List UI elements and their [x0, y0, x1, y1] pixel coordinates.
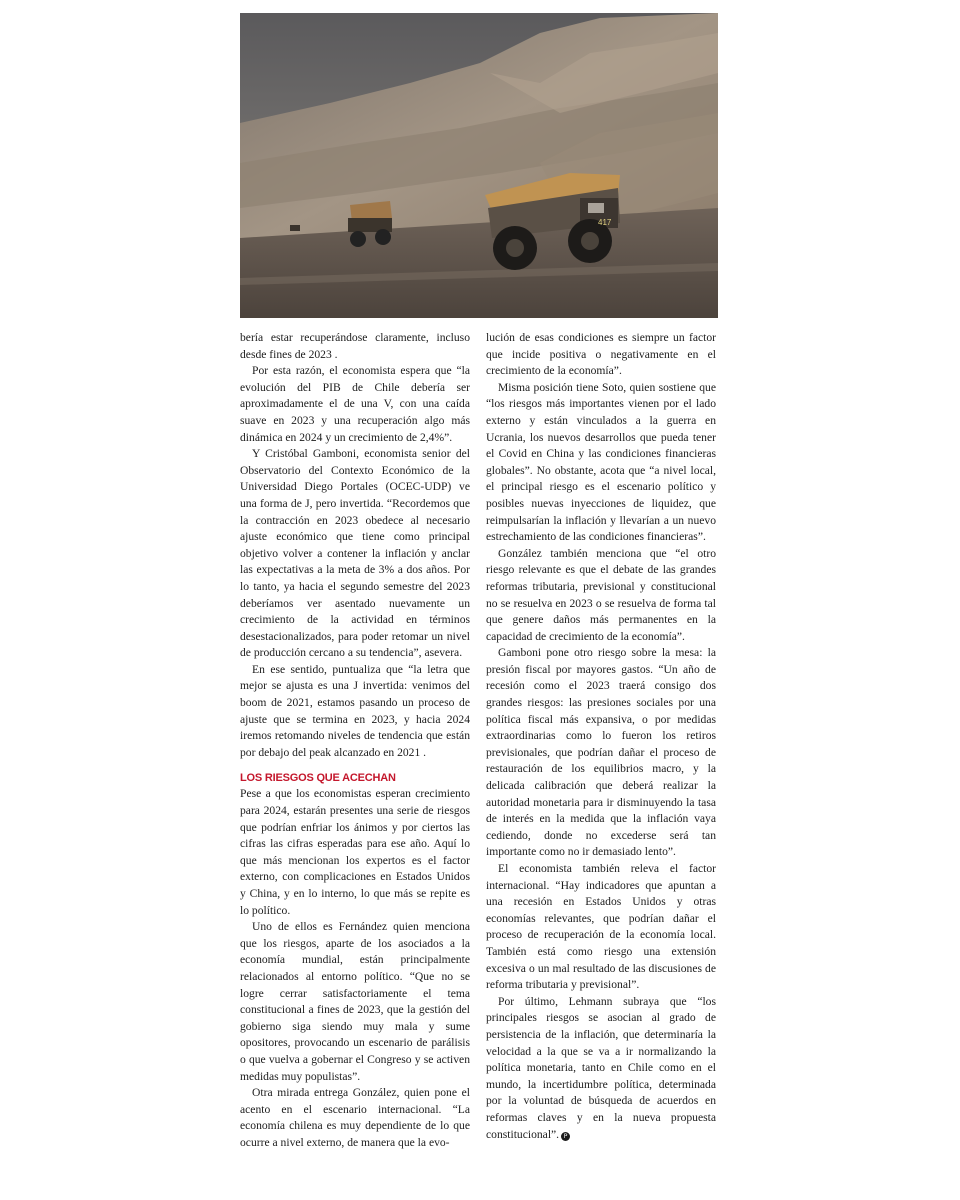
left-column	[240, 330, 470, 1152]
paragraph: bería estar recuperándose claramente, incluso desde fines de 2023 .	[240, 331, 470, 361]
truck-number: 417	[598, 218, 612, 227]
paragraph: Uno de ellos es Fernández quien menciona que los riesgos, aparte de los asociados a la economía mundial, están principalmente relacionados al entorno político. “Que no se logre cerrar satisfactoriamente el tema constitucional a fines de 2023, que la gestión del gobierno siga siendo muy mala y sume opositores, provocando un escenario de parálisis o que vuelva a gobernar el Congreso y se activen medidas muy populistas”.	[240, 920, 470, 1083]
paragraph: González también menciona que “el otro riesgo relevante es que el debate de las grandes reformas tributaria, previsional y constitucional no se resuelva en 2023 o se resuelva de forma tal que genere daños más permanentes en la capacidad de crecimiento de la economía”.	[486, 546, 716, 643]
end-mark-icon: P	[561, 1132, 570, 1141]
paragraph: El economista también releva el factor internacional. “Hay indicadores que apuntan a una recesión en Estados Unidos y otras economías relevantes, que podrían dañar el proceso de recuperación de la economía local. También está como riesgo una extensión excesiva o un mal resultado de las discusiones de reforma tributaria y previsional”.	[486, 862, 716, 992]
section-heading: LOS RIESGOS QUE ACECHAN	[240, 772, 396, 785]
photo-illustration	[240, 13, 718, 318]
paragraph: Misma posición tiene Soto, quien sostiene que “los riesgos más importantes vienen por el lado externo y están vinculados a la guerra en Ucrania, los nuevos desarrollos que pueda tener el Covid en China y las condiciones financieras globales”. No obstante, acota que “a nivel local, el principal riesgo es el escenario político y posibles nuevas inyecciones de liquidez, que reimpulsarían la inflación y llevarían a un nuevo estrechamiento de las condiciones financieras”.	[486, 380, 716, 544]
paragraph: Pese a que los economistas esperan crecimiento para 2024, estarán presentes una serie de riesgos que podrían enfriar los ánimos y por ciertos las cifras las cifras esperadas para ese año. Aquí lo que más mencionan los expertos es el factor externo, con complicaciones en Estados Unidos y China, y en lo interno, lo que más se repite es lo político.	[240, 787, 470, 917]
paragraph: lución de esas condiciones es siempre un factor que incide positiva o negativamente en el crecimiento de la economía”.	[486, 331, 716, 378]
paragraph: En ese sentido, puntualiza que “la letra que mejor se ajusta es una J invertida: venimos del boom de 2021, estamos pasando un proceso de ajuste que se termina en 2023, y hacia 2024 iremos retomando niveles de tendencia que están por debajo del peak alcanzado en 2021 .	[240, 662, 470, 759]
paragraph: Gamboni pone otro riesgo sobre la mesa: la presión fiscal por mayores gastos. “Un año de recesión como el 2023 traerá consigo dos grandes riesgos: las presiones sociales por una política fiscal más expansiva, o por medidas extraordinarias como lo fueron los retiros previsionales, que podrían dañar el proceso de restauración de los equilibrios macro, y la delicada calibración que deberá realizar la autoridad monetaria para ir disminuyendo la tasa de interés en la medida que la inflación vaya cediendo, donde no excederse será tan importante como no ir demasiado lento”.	[486, 646, 716, 859]
paragraph: Por esta razón, el economista espera que “la evolución del PIB de Chile debería ser aproximadamente el de una V, con una caída suave en 2023 y una recuperación algo más dinámica en 2024 y un crecimiento de 2,4%”.	[240, 364, 470, 444]
right-column	[486, 330, 716, 1143]
paragraph: Y Cristóbal Gamboni, economista senior del Observatorio del Contexto Económico de la Universidad Diego Portales (OCEC-UDP) ve una forma de J, pero invertida. “Recordemos que la contracción en 2023 obedece al necesario ajuste económico que tiene como principal objetivo volver a contener la inflación y anclar las expectativas a la meta de 3% a dos años. Por lo tanto, ya hacia el segundo semestre del 2023 deberíamos ver asentado nuevamente un crecimiento de la actividad en términos desestacionalizados, para poder retomar un nivel de producción cercano a su tendencia”, asevera.	[240, 447, 470, 660]
paragraph: Otra mirada entrega González, quien pone el acento en el escenario internacional. “La economía chilena es muy dependiente de lo que ocurre a nivel externo, de manera que la evo-	[240, 1086, 470, 1149]
last-paragraph-text: Por último, Lehmann subraya que “los principales riesgos se asocian al grado de persistencia de la inflación, que determinaría la velocidad a la que se va a ir normalizando la política monetaria, tanto en Chile como en el mundo, la incertidumbre política, determinada por la voluntad de búsqueda de acuerdos en reformas claves y en la nueva propuesta constitucional”.	[486, 994, 716, 1141]
paragraph	[486, 994, 716, 1143]
mining-trucks-photo	[240, 13, 718, 318]
